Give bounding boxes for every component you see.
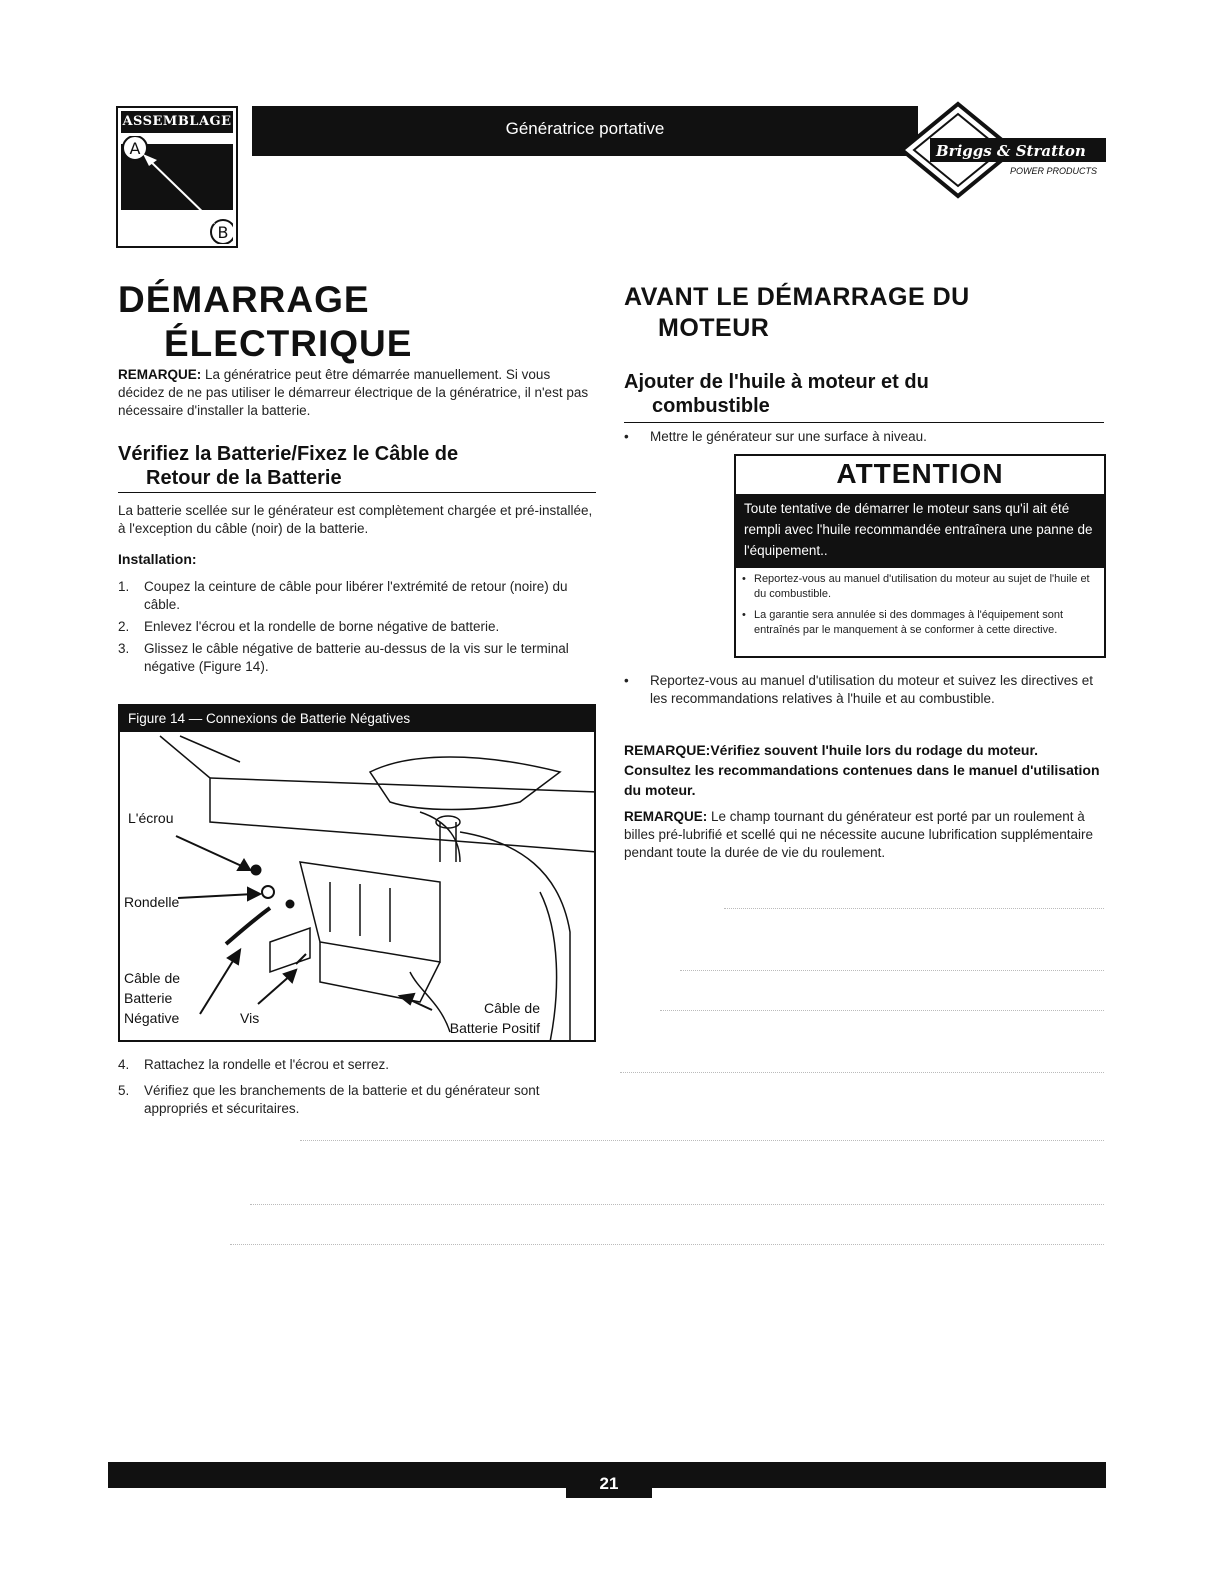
label-positive-cable: Câble de Batterie Positif xyxy=(449,1000,540,1036)
subheading-rule-right xyxy=(624,422,1104,423)
page-number: 21 xyxy=(566,1462,652,1498)
header-title-bar: Génératrice portative xyxy=(252,106,918,156)
installation-steps-b xyxy=(118,1056,596,1122)
attention-items xyxy=(736,572,1104,644)
page-title-line1: DÉMARRAGE xyxy=(118,279,370,320)
note-label: REMARQUE: xyxy=(118,367,202,382)
scan-artifact-line xyxy=(620,1072,1104,1073)
subheading-rule xyxy=(118,492,596,493)
svg-text:POWER PRODUCTS: POWER PRODUCTS xyxy=(1010,166,1098,176)
assembly-section-badge xyxy=(116,106,238,248)
note-text: La génératrice peut être démarrée manuellement. Si vous décidez de ne pas utiliser le démarreur électrique de la génératrice, il n'est pas nécessaire d'installer la batterie. xyxy=(118,367,589,418)
figure-caption: Figure 14 — Connexions de Batterie Négatives xyxy=(120,706,594,732)
section-title-before-start: AVANT LE DÉMARRAGE DU MOTEUR xyxy=(624,283,970,342)
scan-artifact-line xyxy=(250,1204,1104,1205)
step-item: 4. Rattachez la rondelle et l'écrou et serrez. xyxy=(118,1057,389,1072)
step-item: 2. Enlevez l'écrou et la rondelle de borne négative de batterie. xyxy=(118,619,500,634)
attention-item: • La garantie sera annulée si des dommages à l'équipement sont entraînés par le manquement à se conformer à cette directive. xyxy=(742,609,1064,636)
bearing-note-label: REMARQUE: xyxy=(624,809,708,824)
badge-b: B xyxy=(217,223,229,242)
attention-box xyxy=(734,454,1106,658)
battery-intro: La batterie scellée sur le générateur est complètement chargée et pré-installée, à l'exception du câble (noir) de la batterie. xyxy=(118,503,593,536)
manual-bullet: • Reportez-vous au manuel d'utilisation du moteur et suivez les directives et les recommandations relatives à l'huile et au combustible. xyxy=(624,673,1094,706)
electric-start-note xyxy=(118,366,596,420)
level-surface-bullet: • Mettre le générateur sur une surface à niveau. xyxy=(624,429,927,444)
attention-warning: Toute tentative de démarrer le moteur sans qu'il ait été rempli avec l'huile recommandée entraînera une panne de l'équipement.. xyxy=(736,494,1104,568)
step-item: 1. Coupez la ceinture de câble pour libérer l'extrémité de retour (noire) du câble. xyxy=(118,579,568,612)
battery-subheading: Vérifiez la Batterie/Fixez le Câble de Retour de la Batterie xyxy=(118,443,459,489)
assembly-a-to-b-icon xyxy=(121,136,233,244)
figure-14 xyxy=(118,704,596,1042)
label-negative-cable: Câble de Batterie Négative xyxy=(124,970,181,1026)
oil-check-note: REMARQUE:Vérifiez souvent l'huile lors du rodage du moteur. Consultez les recommandations contenues dans le manuel d'utilisation du moteur. xyxy=(624,742,1100,798)
step-item: 3. Glissez le câble négative de batterie au-dessus de la vis sur le terminal négative (Figure 14). xyxy=(118,641,569,674)
scan-artifact-line xyxy=(660,1010,1104,1011)
battery-connection-illustration xyxy=(120,732,596,1042)
installation-label: Installation: xyxy=(118,551,197,567)
attention-item: • Reportez-vous au manuel d'utilisation du moteur au sujet de l'huile et du combustible. xyxy=(742,573,1090,600)
label-washer: Rondelle xyxy=(124,894,180,910)
scan-artifact-line xyxy=(724,908,1104,909)
installation-steps-a xyxy=(118,578,596,680)
scan-artifact-line xyxy=(680,970,1104,971)
bearing-note-text: Le champ tournant du générateur est porté par un roulement à billes pré-lubrifié et scellé qui ne nécessite aucune lubrification supplémentaire pendant toute la durée de vie du roulement. xyxy=(624,809,1094,860)
page-title xyxy=(118,278,598,366)
oil-fuel-subheading: Ajouter de l'huile à moteur et du combustible xyxy=(624,371,929,417)
label-nut: L'écrou xyxy=(128,810,174,826)
step-item: 5. Vérifiez que les branchements de la batterie et du générateur sont appropriés et sécuritaires. xyxy=(118,1083,540,1116)
section-label: ASSEMBLAGE xyxy=(121,111,233,133)
attention-title: ATTENTION xyxy=(836,458,1004,489)
svg-text:Briggs & Stratton: Briggs & Stratton xyxy=(936,142,1086,160)
scan-artifact-line xyxy=(230,1244,1104,1245)
label-screw: Vis xyxy=(240,1010,260,1026)
scan-artifact-line xyxy=(300,1140,1104,1141)
bearing-note xyxy=(624,808,1104,862)
badge-a: A xyxy=(129,139,141,158)
page-title-line2: ÉLECTRIQUE xyxy=(164,323,413,364)
briggs-stratton-logo xyxy=(898,100,1110,200)
